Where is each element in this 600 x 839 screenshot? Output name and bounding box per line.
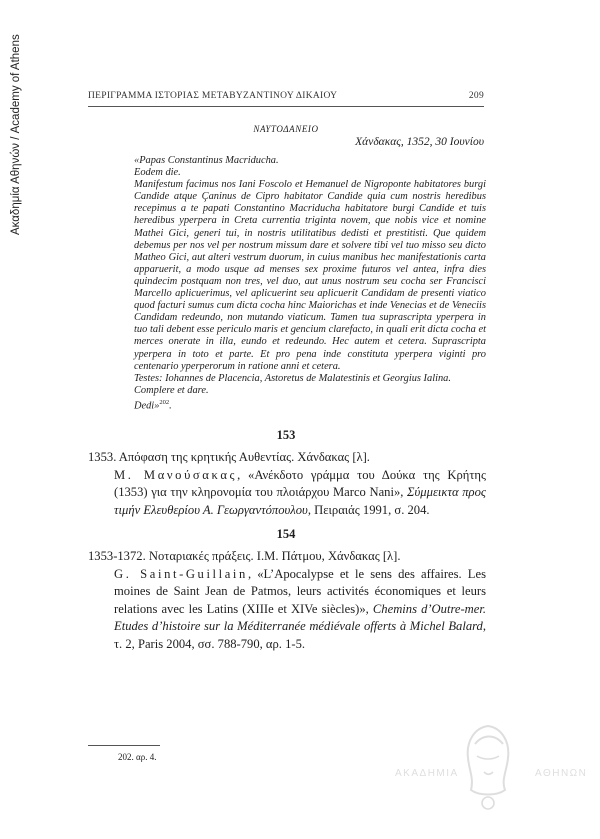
latin-line: Complere et dare. (134, 384, 209, 396)
page-number: 209 (468, 91, 484, 101)
latin-document-text (120, 155, 486, 412)
entry-head: 1353. Απόφαση της κρητικής Αυθεντίας. Χάνδακας [λ]. (88, 450, 370, 464)
running-title: ΠΕΡΙΓΡΑΜΜΑ ΙΣΤΟΡΙΑΣ ΜΕΤΑΒΥΖΑΝΤΙΝΟΥ ΔΙΚΑΙΟΥ (88, 91, 338, 101)
catalog-entry (88, 548, 486, 654)
latin-paragraph: Manifestum facimus nos Iani Foscolo et Hemanuel de Nigroponte habitatores burgi Candide atque Çaninus de Cipro habitator Candide quia cum nostris heredibus recepimus a te papati Constantino Macriducha habitatore burgi Candide et tuis heredibus yperpera in Creta currentia triginta novem, que nobis vice et nomine Mathei Gici, generi tui, in nostris utilitatibus dedisti et prestitisti. Que quidem debemus per nos vel per nostrum missum dare et solvere tibi vel tuo misso seu dicto Matheo Gici, aut alteri vestrum duorum, in cuius manibus hec manifestationis carta apparuerit, a modo usque ad menses sex proxime futuros vel antea, infra dies quindecim postquam non tres, vel duo, aut unus nostrum seu cocha ser Francisci Marcello aplicuerimus, vel aplicuerint seu aplicuerit Candidam de presenti viatico quod facturi sumus cum dicta cocha hinc Maiorichas et inde Venecias et de Veneciis Candidam redeundo, non mutando viaticum. Tamen tua suprascripta yperpera in tuo tali debent esse periculo maris et gencium clarefacto, in quali erit dicta cocha et merces onerate in illa, eundo et redeundo. Hec autem et cetera. Suprascripta yperpera in toto et parte. Et pro pena inde constituta yperpera viginti pro centenario yperperorum in ratione anni et cetera. (134, 179, 486, 372)
document-date: Χάνδακας, 1352, 30 Ιουνίου (355, 136, 484, 148)
entry-number: 154 (276, 527, 296, 541)
athena-head-icon (457, 720, 519, 812)
latin-line: Eodem die. (134, 167, 181, 179)
footnote: 202. αρ. 4. (118, 752, 157, 762)
academy-watermark (395, 720, 595, 815)
header-rule (88, 106, 484, 107)
entry-reference: G. Saint-Guillain, «L’Apocalypse et le sens des affaires. Les moines de Saint Jean de Patmos, leurs activités économiques et leurs relations avec les Latins (XIIIe et XIVe siècles)», Chemins d’Outre-mer. Etudes d’histoire sur la Méditerranée médiévale offerts à Michel Balard, τ. 2, Paris 2004, σσ. 788-790, αρ. 1-5. (114, 566, 487, 651)
latin-line: Dedi»$^{202}$. (134, 398, 172, 412)
entry-work-title: Chemins d’Outre-mer. Etudes d’histoire sur la Méditerranée médiévale offerts à Michel Balard (114, 601, 487, 634)
footnote-ref[interactable]: 202 (159, 398, 170, 406)
entry-work-title: Σύμμεικτα προς τιμήν Ελευθερίου Α. Γεωργαντόπουλου (114, 485, 486, 517)
archive-side-label: Ακαδημία Αθηνών / Academy of Athens (10, 34, 22, 235)
entry-author: Μ. Μανούσακας (114, 467, 238, 482)
watermark-text-left: ΑΚΑΔΗΜΙΑ (395, 768, 459, 779)
catalog-entry (88, 449, 486, 519)
entry-number: 153 (276, 428, 296, 442)
latin-line: «Papas Constantinus Macriducha. (134, 155, 279, 166)
document-heading: ΝΑΥΤΟΔΑΝΕΙΟ (253, 124, 319, 134)
latin-line: Testes: Iohannes de Placencia, Astoretus de Malatestinis et Georgius Ialina. (134, 372, 451, 384)
entry-head: 1353-1372. Νοταριακές πράξεις. Ι.Μ. Πάτμου, Χάνδακας [λ]. (88, 549, 401, 563)
entry-reference: Μ. Μανούσακας, «Ανέκδοτο γράμμα του Δούκα της Κρήτης (1353) για την κληρονομία του πλοιάρχου Marco Nani», Σύμμεικτα προς τιμήν Ελευθερίου Α. Γεωργαντόπουλου, Πειραιάς 1991, σ. 204. (114, 467, 486, 517)
watermark-text-right: ΑΘΗΝΩΝ (535, 768, 588, 779)
running-header (88, 91, 484, 101)
entry-author: G. Saint-Guillain (114, 566, 248, 581)
footnote-rule (88, 745, 160, 746)
